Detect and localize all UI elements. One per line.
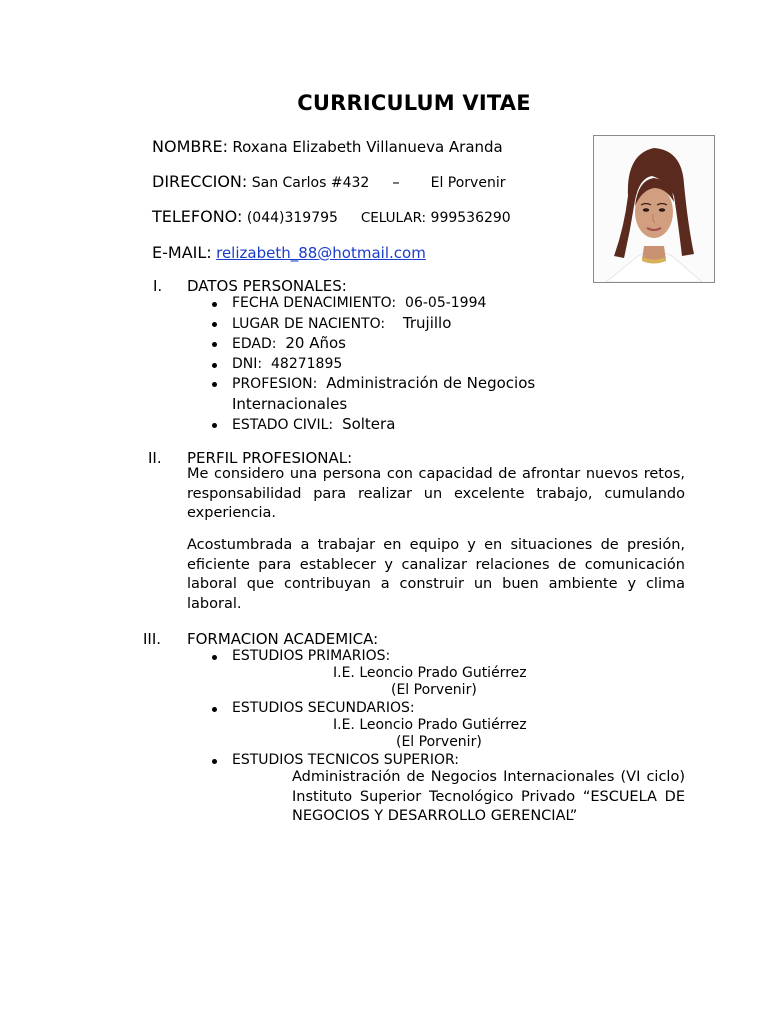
fecha-label: FECHA DENACIMIENTO: [232, 295, 397, 311]
telefono-label: TELEFONO: [152, 207, 243, 226]
telefono-line [152, 207, 511, 226]
direccion-value: San Carlos #432 [251, 175, 370, 191]
primarios-list [232, 647, 390, 667]
list-item [232, 415, 535, 436]
secundarios-school: I.E. Leoncio Prado Gutiérrez [333, 717, 527, 733]
lugar-label: LUGAR DE NACIENTO: [232, 315, 386, 332]
perfil-paragraph-2: Acostumbrada a trabajar en equipo y en situaciones de presión, eficiente para establecer y canalizar relaciones de comunicación laboral que contribuyan a construir un buen ambiente y clima laboral. [187, 537, 685, 612]
nombre-label: NOMBRE: [152, 137, 228, 156]
nombre-line [152, 137, 503, 156]
list-item [232, 314, 535, 335]
email-label: E-MAIL: [152, 243, 212, 262]
primarios-place: (El Porvenir) [391, 682, 477, 698]
list-item: ESTUDIOS SECUNDARIOS: [232, 699, 415, 719]
section-3-number: III. [143, 630, 162, 648]
estado-value: Soltera [342, 415, 396, 433]
direccion-district: El Porvenir [430, 175, 506, 191]
edad-label: EDAD: [232, 336, 277, 352]
lugar-value: Trujillo [402, 313, 452, 332]
fecha-value: 06-05-1994 [405, 295, 487, 311]
nombre-value: Roxana Elizabeth Villanueva Aranda [232, 138, 503, 156]
section-3-title: FORMACION ACADEMICA: [187, 630, 379, 648]
section-1-number: I. [153, 277, 163, 295]
edad-value: 20 Años [285, 334, 346, 352]
email-line [152, 243, 426, 262]
list-item: ESTUDIOS TECNICOS SUPERIOR: [232, 751, 459, 771]
celular-label: CELULAR: [360, 210, 427, 226]
list-item: ESTUDIOS PRIMARIOS: [232, 647, 390, 667]
email-link[interactable]: relizabeth_88@hotmail.com [216, 244, 426, 262]
section-1-title: DATOS PERSONALES: [187, 277, 347, 295]
estado-label: ESTADO CIVIL: [232, 417, 334, 433]
list-item [232, 294, 535, 314]
section-2-number: II. [148, 449, 162, 467]
primarios-school: I.E. Leoncio Prado Gutiérrez [333, 665, 527, 681]
list-item [232, 355, 535, 375]
page-title: CURRICULUM VITAE [297, 91, 531, 115]
profesion-value-2: Internacionales [232, 394, 348, 413]
datos-personales-list [232, 294, 535, 436]
direccion-line [152, 172, 505, 191]
list-item [232, 374, 535, 415]
celular-value: 999536290 [430, 210, 511, 226]
dni-label: DNI: [232, 355, 263, 372]
list-item [232, 334, 535, 355]
profile-photo [593, 135, 715, 283]
section-2-title: PERFIL PROFESIONAL: [187, 449, 353, 467]
telefono-value: (044)319795 [246, 210, 338, 226]
secundarios-place: (El Porvenir) [396, 734, 482, 750]
portrait-image [594, 136, 714, 282]
profesion-value-1: Administración de Negocios [326, 374, 536, 392]
profesion-label: PROFESION: [232, 376, 318, 392]
direccion-separator: – [392, 173, 400, 191]
direccion-label: DIRECCION: [152, 172, 248, 191]
perfil-paragraph-1: Me considero una persona con capacidad de afrontar nuevos retos, responsabilidad para realizar un excelente trabajo, cumulando experiencia. [187, 466, 685, 521]
tecnicos-description: Administración de Negocios Internacionales (VI ciclo) Instituto Superior Tecnológico Privado “ESCUELA DE NEGOCIOS Y DESARROLLO GERENCIAL” [292, 769, 685, 824]
secundarios-list [232, 699, 415, 719]
dni-value: 48271895 [271, 355, 343, 372]
